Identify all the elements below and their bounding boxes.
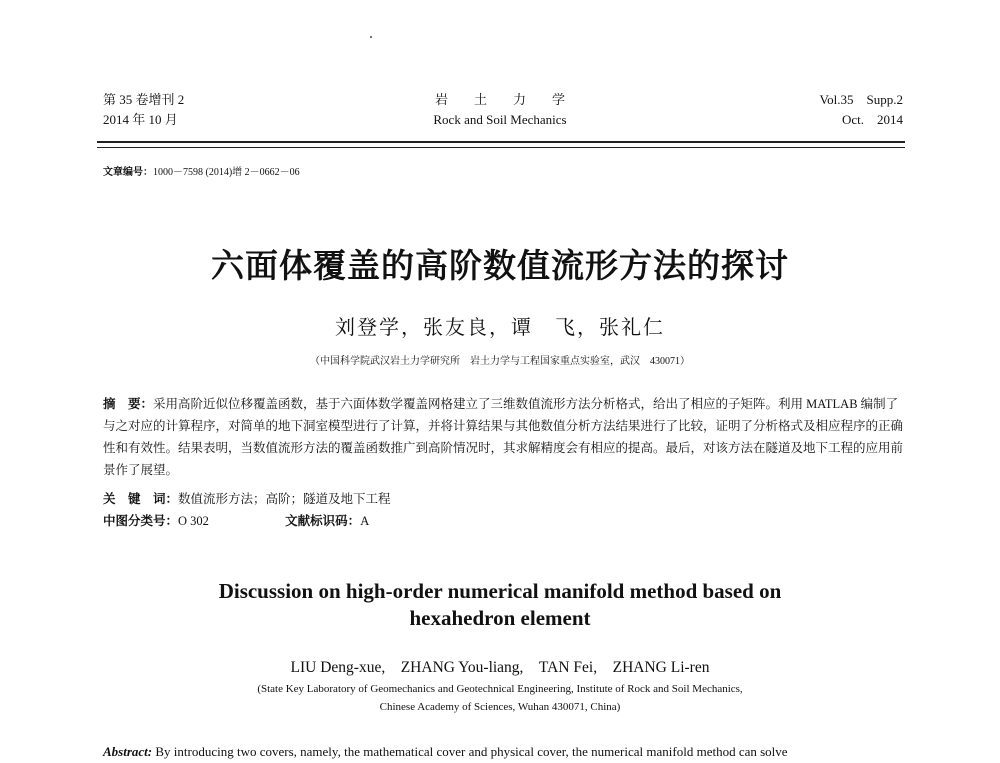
journal-name-en: Rock and Soil Mechanics xyxy=(433,112,567,127)
affiliation-en-line2: Chinese Academy of Sciences, Wuhan 430071, China) xyxy=(379,701,621,713)
affiliation-en-line1: (State Key Laboratory of Geomechanics and Geotechnical Engineering, Institute of Rock and Soil Mechanics, xyxy=(257,683,743,695)
abstract-cn xyxy=(103,393,903,481)
header-rule-thin xyxy=(97,147,905,148)
doc-code-label: 文献标识码： xyxy=(285,513,361,528)
volume-issue-en: Vol.35 Supp.2 xyxy=(819,92,903,107)
article-number-value: 1000－7598 (2014)增 2－0662－06 xyxy=(153,167,300,178)
authors-en: LIU Deng-xue, ZHANG You-liang, TAN Fei, ZHANG Li-ren xyxy=(290,659,710,676)
volume-issue: 第 35 卷增刊 2 xyxy=(103,92,185,107)
title-cn: 六面体覆盖的高阶数值流形方法的探讨 xyxy=(211,246,789,285)
abstract-cn-label: 摘 要： xyxy=(103,396,154,411)
clc-label: 中图分类号： xyxy=(103,513,179,528)
affiliation-en xyxy=(0,680,1000,716)
keywords-cn-label: 关 键 词： xyxy=(103,491,179,506)
abstract-cn-text: 采用高阶近似位移覆盖函数，基于六面体数学覆盖网格建立了三维数值流形方法分析格式，给出了相应的子矩阵。利用 MATLAB 编制了与之对应的计算程序，对简单的地下洞室模型进行了计算，并将计算结果与其他数值分析方法结果进行了比较，证明了分析格式及相应程序的正确性和有效性。结果表明，当数值流形方法的覆盖函数推广到高阶情况时，其求解精度会有相应的提高。最后，对该方法在隧道及地下工程的应用前景作了展望。 xyxy=(103,397,904,477)
journal-name-cn: 岩 土 力 学 xyxy=(434,92,565,107)
journal-volume-en xyxy=(819,90,903,130)
header-rule-thick xyxy=(97,141,905,143)
article-number-label: 文章编号： xyxy=(103,167,153,178)
doc-code-value: A xyxy=(360,514,370,528)
affiliation-cn: （中国科学院武汉岩土力学研究所 岩土力学与工程国家重点实验室，武汉 430071） xyxy=(310,356,690,367)
scan-speck xyxy=(370,36,372,38)
title-en-line1: Discussion on high-order numerical manifold method based on xyxy=(218,579,782,603)
keywords-cn-text: 数值流形方法；高阶；隧道及地下工程 xyxy=(178,492,391,506)
clc-value: O 302 xyxy=(178,514,209,528)
article-number xyxy=(103,163,300,178)
abstract-en xyxy=(103,741,903,763)
title-en-line2: hexahedron element xyxy=(409,606,591,630)
publication-date: 2014 年 10 月 xyxy=(103,112,178,127)
classification xyxy=(103,510,903,532)
abstract-en-text: By introducing two covers, namely, the mathematical cover and physical cover, the numerical manifold method can solve xyxy=(155,744,788,759)
publication-date-en: Oct. 2014 xyxy=(841,112,903,127)
authors-cn: 刘登学，张友良，谭 飞，张礼仁 xyxy=(335,315,665,339)
keywords-cn xyxy=(103,488,903,510)
title-en xyxy=(0,578,1000,632)
abstract-en-label: Abstract: xyxy=(103,744,153,759)
